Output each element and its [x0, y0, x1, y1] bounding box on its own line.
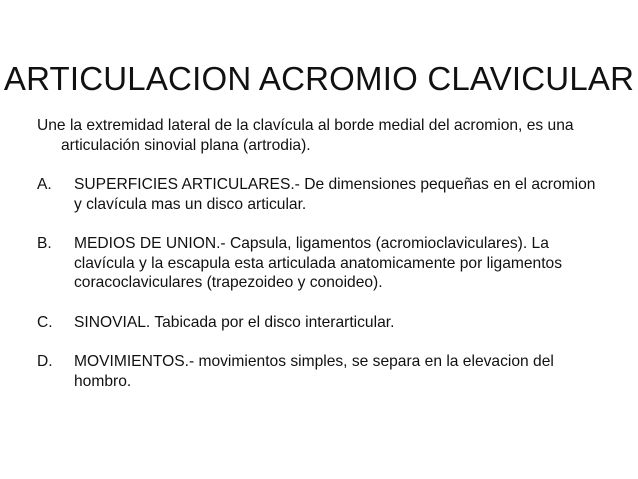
list-item-c [37, 313, 607, 333]
list-marker: A. [37, 176, 52, 193]
list-item-text: SUPERFICIES ARTICULARES.- De dimensiones pequeñas en el acromion y clavícula mas un disco articular. [74, 176, 596, 213]
intro-paragraph: Une la extremidad lateral de la clavícula al borde medial del acromion, es una articulación sinovial plana (artrodia). [37, 117, 574, 154]
list-item-text: SINOVIAL. Tabicada por el disco interarticular. [74, 313, 395, 331]
list-marker: B. [37, 235, 52, 252]
list-marker: C. [37, 313, 53, 331]
list-item-a [37, 175, 607, 214]
slide-title: ARTICULACION ACROMIO CLAVICULAR [3, 60, 635, 98]
list-item-text: MOVIMIENTOS.- movimientos simples, se separa en la elevacion del hombro. [74, 353, 554, 390]
slide-body [37, 116, 607, 411]
list-item-text: MEDIOS DE UNION.- Capsula, ligamentos (acromioclaviculares). La clavícula y la escapula esta articulada anatomicamente por ligamentos coracoclaviculares (trapezoideo y conoideo). [74, 235, 563, 291]
list-marker: D. [37, 353, 53, 370]
list-item-d [37, 352, 607, 391]
list-item-b [37, 234, 607, 293]
